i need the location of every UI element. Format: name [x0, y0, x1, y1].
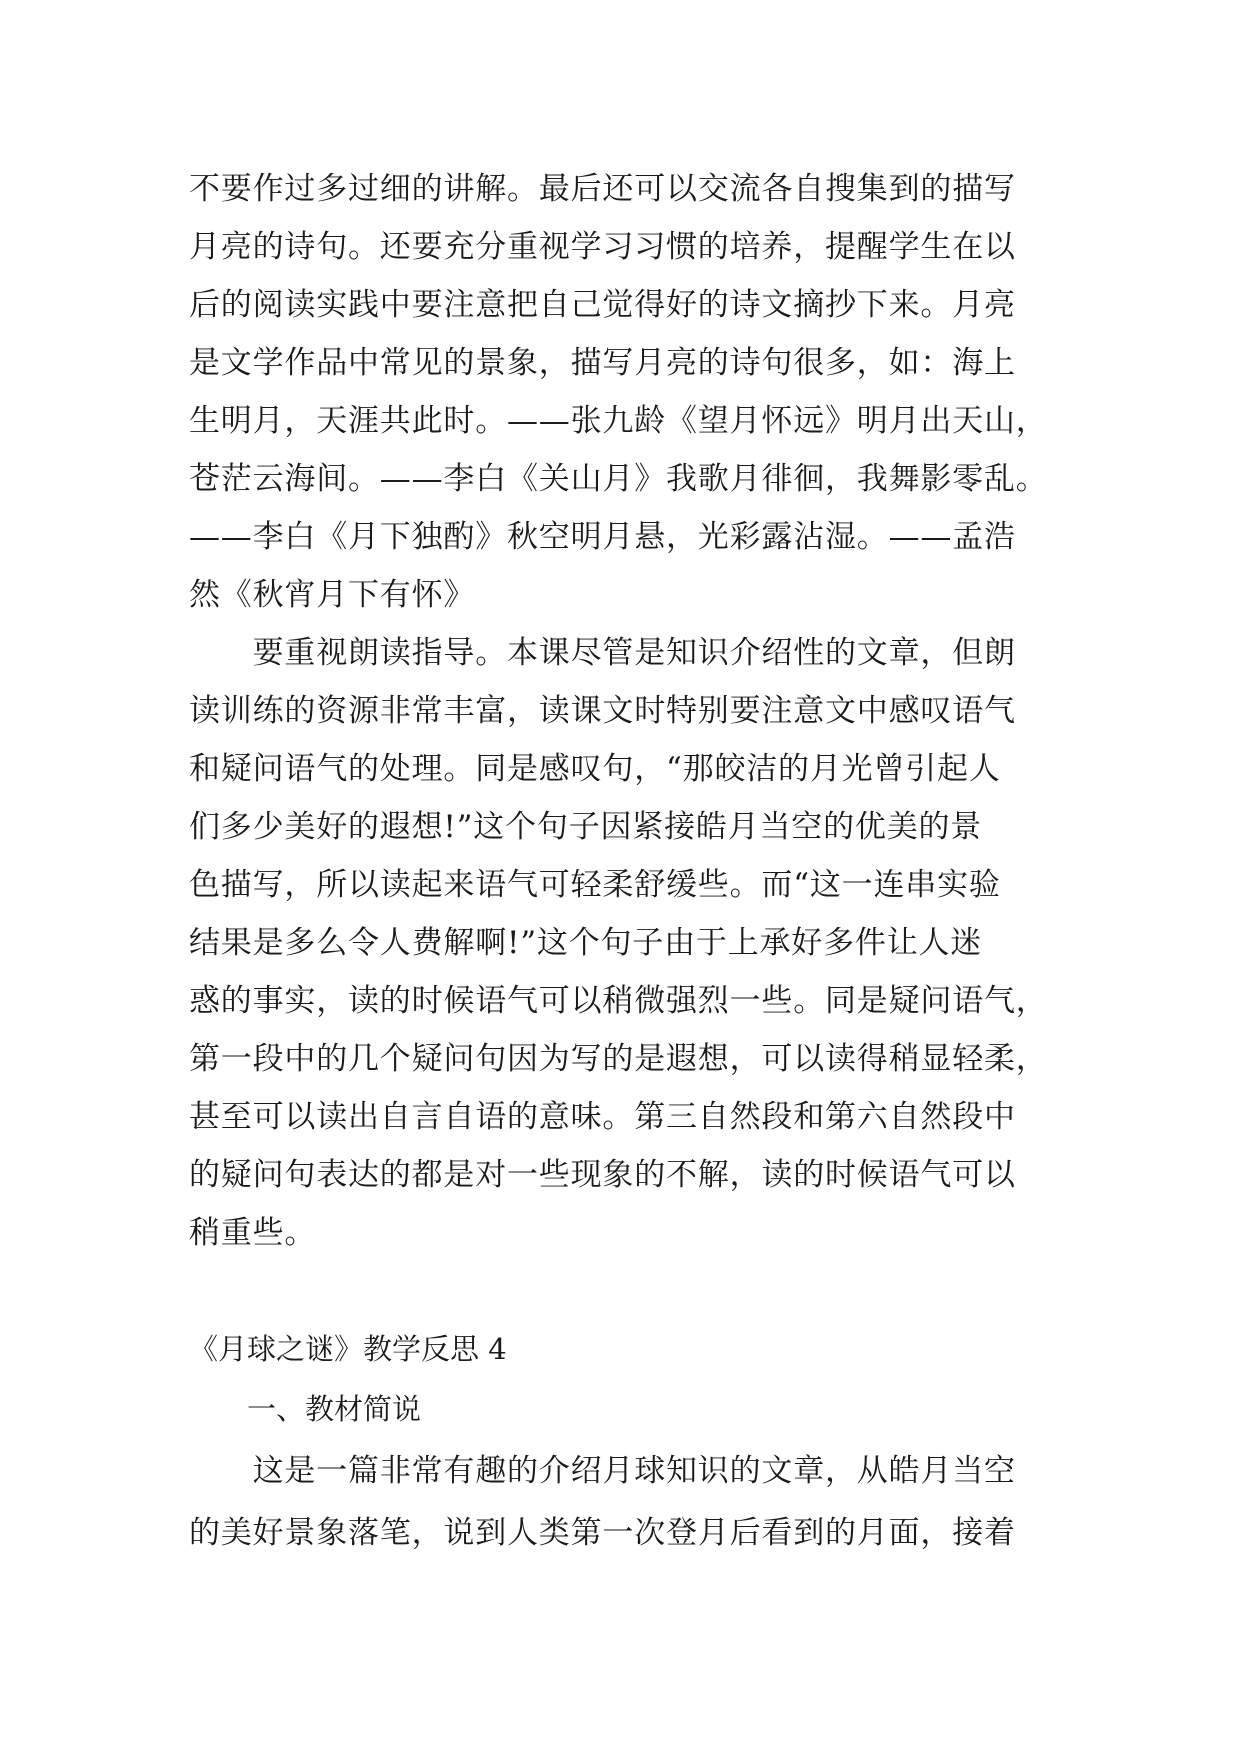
paragraph-moon-poems	[189, 160, 1049, 624]
text-line: 惑的事实，读的时候语气可以稍微强烈一些。同是疑问语气，	[189, 983, 1048, 1019]
text-line: 是文学作品中常见的景象，描写月亮的诗句很多，如：海上	[189, 345, 1016, 381]
text-line: 稍重些。	[189, 1215, 317, 1251]
text-line: 生明月，天涯共此时。——张九龄《望月怀远》明月出天山，	[189, 403, 1048, 439]
text-line: 苍茫云海间。——李白《关山月》我歌月徘徊，我舞影零乱。	[189, 461, 1048, 497]
text-line: 色描写，所以读起来语气可轻柔舒缓些。而“这一连串实验	[189, 867, 1001, 903]
text-line: 这是一篇非常有趣的介绍月球知识的文章，从皓月当空	[189, 1453, 1016, 1489]
section-subheading: 一、教材简说	[189, 1392, 422, 1426]
text-line: 的疑问句表达的都是对一些现象的不解，读的时候语气可以	[189, 1157, 1016, 1193]
text-line: 们多少美好的遐想!”这个句子因紧接皓月当空的优美的景	[189, 809, 983, 845]
text-line: 读训练的资源非常丰富，读课文时特别要注意文中感叹语气	[189, 693, 1016, 729]
text-line: 甚至可以读出自言自语的意味。第三自然段和第六自然段中	[189, 1099, 1016, 1135]
text-line: 不要作过多过细的讲解。最后还可以交流各自搜集到的描写	[189, 171, 1016, 207]
text-line: ——李白《月下独酌》秋空明月悬，光彩露沾湿。——孟浩	[189, 519, 1016, 555]
text-line: 的美好景象落笔，说到人类第一次登月后看到的月面，接着	[189, 1515, 1016, 1551]
text-line: 结果是多么令人费解啊!”这个句子由于上承好多件让人迷	[189, 925, 983, 961]
text-line: 然《秋宵月下有怀》	[189, 577, 476, 613]
text-line: 月亮的诗句。还要充分重视学习习惯的培养，提醒学生在以	[189, 229, 1016, 265]
text-line: 第一段中的几个疑问句因为写的是遐想，可以读得稍显轻柔，	[189, 1041, 1048, 1077]
text-line: 后的阅读实践中要注意把自己觉得好的诗文摘抄下来。月亮	[189, 287, 1016, 323]
text-line: 要重视朗读指导。本课尽管是知识介绍性的文章，但朗	[189, 635, 1016, 671]
section-title: 《月球之谜》教学反思 4	[189, 1332, 507, 1366]
section-reflection-4	[189, 1320, 1049, 1564]
paragraph-reading-guidance	[189, 624, 1049, 1262]
text-line: 和疑问语气的处理。同是感叹句，“那皎洁的月光曾引起人	[189, 751, 1001, 787]
